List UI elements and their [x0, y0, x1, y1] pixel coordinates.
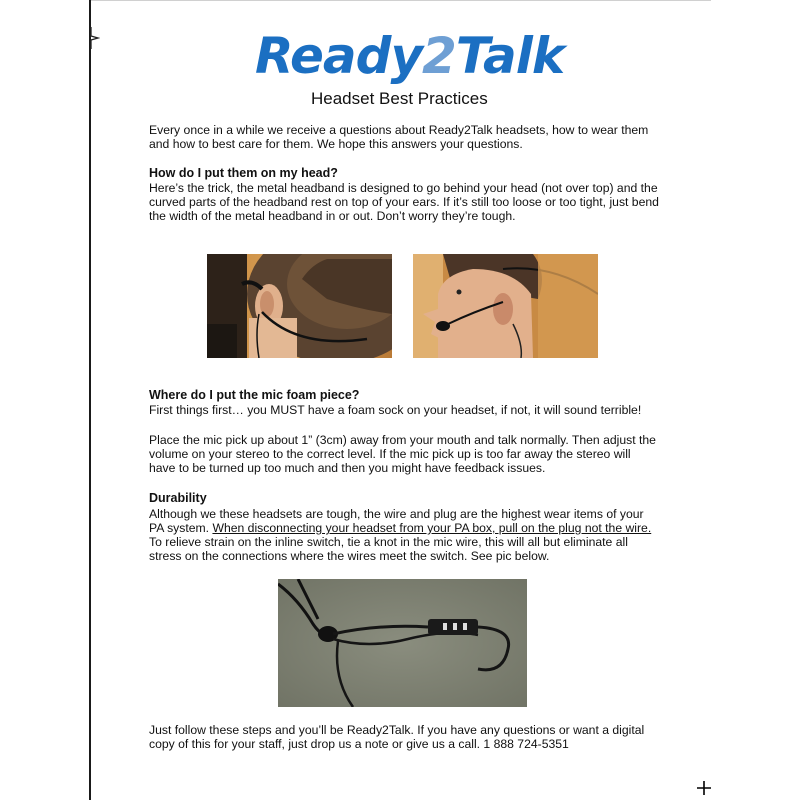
document-title: Headset Best Practices	[311, 89, 488, 108]
closing-paragraph: Just follow these steps and you’ll be Ready2Talk. If you have any questions or want a digital copy of this for your staff, just drop us a note or give us a call. 1 888 724-5351	[149, 723, 645, 751]
page-left-edge	[89, 0, 91, 800]
logo-text-2: 2	[422, 27, 456, 85]
paragraph-mic-foam-1: First things first… you MUST have a foam sock on your headset, if not, it will sound terrible!	[149, 403, 642, 417]
durability-text-start: Although we these headsets are tough, the wire and plug are the highest wear items of your PA system.	[149, 507, 644, 535]
durability-text-end: To relieve strain on the inline switch, tie a knot in the mic wire, this will all but eliminate all stress on the connections where the wires meet the switch. See pic below.	[149, 535, 628, 563]
paragraph-durability	[149, 507, 659, 563]
photo-headset-back-view	[207, 254, 392, 358]
heading-durability: Durability	[149, 491, 207, 505]
intro-paragraph: Every once in a while we receive a questions about Ready2Talk headsets, how to wear them and how to best care for them. We hope this answers your questions.	[149, 123, 649, 151]
photo-headset-side-view	[413, 254, 598, 358]
margin-marker-icon	[90, 26, 100, 50]
photo-wire-knot-switch	[278, 579, 527, 707]
logo-text-talk: Talk	[455, 27, 565, 85]
crosshair-cursor-icon	[696, 780, 712, 796]
paragraph-put-on-head: Here’s the trick, the metal headband is designed to go behind your head (not over top) and the curved parts of the headband rest on top of your ears. If it’s still too loose or too tight, just bend the width of the metal headband in or out. Don’t worry they’re tough.	[149, 181, 659, 223]
heading-mic-foam: Where do I put the mic foam piece?	[149, 388, 360, 402]
page-top-edge	[91, 0, 711, 1]
brand-logo	[255, 27, 564, 85]
logo-text-ready: Ready	[255, 27, 423, 85]
heading-put-on-head: How do I put them on my head?	[149, 166, 338, 180]
durability-text-underlined: When disconnecting your headset from your PA box, pull on the plug not the wire.	[212, 521, 652, 535]
paragraph-mic-foam-2: Place the mic pick up about 1” (3cm) away from your mouth and talk normally. Then adjust the volume on your stereo to the correct level. If the mic pick up is too far away the stereo will have to be turned up too much and then you might have feedback issues.	[149, 433, 656, 475]
